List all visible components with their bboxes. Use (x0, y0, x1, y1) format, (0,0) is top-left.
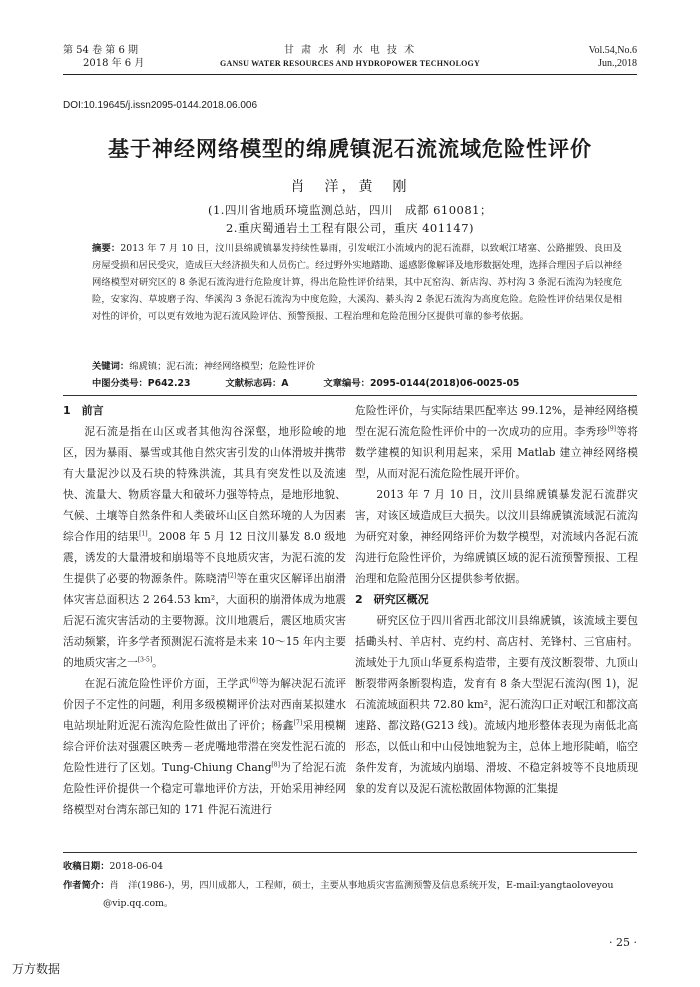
intro-paragraph-2 (63, 673, 346, 820)
intro-p1c-text: 等在重灾区解译出崩滑体灾害总面积达 2 264.53 km²，大面积的崩滑体成为地震后泥石流灾害活动的主要物源。汶川地震后，震区地质灾害活动频繁，许多学者预测泥石流将是未来 10～15 年内主要的地质灾害之一 (63, 572, 346, 669)
clc-value: P642.23 (147, 378, 191, 389)
clc-code (92, 378, 191, 389)
doc-code (225, 378, 288, 389)
header-date-en: Jun.,2018 (598, 58, 637, 69)
doc-label: 文献标志码： (225, 378, 282, 389)
keywords-text: 绵虒镇；泥石流；神经网络模型；危险性评价 (129, 361, 316, 372)
footnote-rule (63, 852, 637, 853)
header-journal-block (200, 44, 500, 70)
bio-text: 肖 洋(1986-)，男，四川成都人，工程师，硕士，主要从事地质灾害监测预警及信息系统开发，E-mail:yangtaoloveyou (109, 880, 614, 891)
page-title: 基于神经网络模型的绵虒镇泥石流流域危险性评价 (108, 137, 592, 161)
clc-label: 中图分类号： (92, 378, 148, 389)
section-heading-intro: 1 前言 (63, 404, 104, 417)
article-number (323, 378, 519, 389)
intro-p2b-text: 等为解决泥石流评价因子不定性的问题，利用多级模糊评价法对西南某拟建水电站坝址附近泥石流沟危险性做出了评价；杨鑫 (63, 677, 346, 732)
intro-p1d-text: 。 (152, 656, 163, 669)
watermark: 万方数据 (12, 962, 61, 976)
citation-ref[interactable]: [1] (139, 530, 148, 538)
abstract-text: 2013 年 7 月 10 日，汶川县绵虒镇暴发持续性暴雨，引发岷江小流域内的泥石流群，以致岷江堵塞、公路摧毁、良田及房屋受损和居民受灾，造成巨大经济损失和人员伤亡。经过野外实地踏勘、遥感影像解译及地形数据处理，选择合理因子后以神经网络模型对研究区的 8 条泥石流沟进行危险度计算，得出危险性评价结果，其中瓦窑沟、新店沟、苏村沟 3 条泥石流沟为轻度危险，安家沟、草坡磨子沟、华溪沟 3 条泥石流沟为中度危险，大溪沟、綦头沟 2 条泥石流沟为高度危险。危险性评价结果仅是相对性的评价，可以更有效地为泥石流风险评估、预警预报、工程治理和危险范围分区提供可靠的参考依据。 (92, 243, 622, 322)
left-column (63, 400, 346, 820)
doc-value: A (281, 378, 289, 389)
header-rule (63, 74, 637, 75)
affiliation-2: 2.重庆蜀通岩土工程有限公司，重庆 401147) (225, 221, 474, 235)
citation-ref[interactable]: [8] (271, 761, 280, 769)
right-p1b-text: 等将数学建模的知识利用起来，采用 Matlab 建立神经网络模型，从而对泥石流危险性展开评价。 (355, 425, 638, 480)
header-volume: 第 54 卷 第 6 期 (63, 45, 138, 56)
keywords (92, 359, 622, 375)
right-p1a-text: 危险性评价，与实际结果匹配率达 99.12%，是神经网络模型在泥石流危险性评价中的一次成功的应用。李秀珍 (355, 404, 638, 438)
affiliation-1: (1.四川省地质环境监测总站，四川 成都 610081； (207, 203, 492, 217)
intro-p2c-text: 采用模糊综合评价法对强震区映秀－老虎嘴地带潜在突发性泥石流的危险性进行了区划。Tung-Chiung Chang (63, 719, 346, 774)
page-number: · 25 · (609, 936, 637, 949)
footnote-bio-cont: @vip.qq.com。 (103, 898, 174, 909)
intro-paragraph-1 (63, 421, 346, 673)
intro-p2a-text: 在泥石流危险性评价方面，王学武 (84, 677, 250, 690)
header-journal-en: GANSU WATER RESOURCES AND HYDROPOWER TECHNOLOGY (220, 59, 480, 68)
section-heading-study-area: 2 研究区概况 (355, 593, 429, 606)
article-label: 文章编号： (323, 378, 370, 389)
citation-ref[interactable]: [2] (227, 572, 237, 580)
right-paragraph-3: 研究区位于四川省西北部汶川县绵虒镇，该流域主要包括磡头村、羊店村、克约村、高店村、羌锋村、三官庙村。流域处于九顶山华夏系构造带，主要有茂汶断裂带、九顶山断裂带两条断裂构造，发育有 8 条大型泥石流沟(图 1)，泥石流流域面积共 72.80 km²，泥石流沟口正对岷江和都汶高速路、都汶路(G213 线)。流域内地形整体表现为南低北高形态，以低山和中山侵蚀地貌为主，总体上地形陡峭，临空条件发育，为流域内崩塌、滑坡、不稳定斜坡等不良地质现象的发育以及泥石流松散固体物源的汇集提 (355, 614, 638, 795)
right-paragraph-2: 2013 年 7 月 10 日，汶川县绵虒镇暴发泥石流群灾害，对该区域造成巨大损失。以汶川县绵虒镇流域泥石流沟为研究对象，神经网络评价为数学模型，对流域内各泥石流沟进行危险性评价，为绵虒镇区域的泥石流预警预报、工程治理和危险范围分区提供参考依据。 (355, 488, 638, 585)
classification (92, 376, 622, 392)
authors: 肖 洋，黄 刚 (290, 179, 410, 195)
citation-ref[interactable]: [7] (293, 719, 303, 727)
footnote-bio (63, 877, 637, 894)
doi[interactable]: DOI:10.19645/j.issn2095-0144.2018.06.006 (63, 100, 258, 111)
citation-ref[interactable]: [3-5] (137, 656, 153, 664)
header-date-cn: 2018 年 6 月 (83, 58, 145, 69)
bio-label: 作者简介： (63, 880, 110, 891)
abstract-rule (63, 395, 637, 396)
abstract-label: 摘要： (92, 243, 121, 254)
citation-ref[interactable]: [9] (607, 425, 617, 433)
received-label: 收稿日期： (63, 861, 110, 872)
article-value: 2095-0144(2018)06-0025-05 (369, 378, 520, 389)
right-column (355, 400, 638, 799)
abstract (92, 240, 622, 325)
citation-ref[interactable]: [6] (249, 677, 258, 685)
header-volume-block (63, 44, 144, 70)
header-volume-en-block (589, 44, 637, 70)
header-journal-cn: 甘 肃 水 利 水 电 技 术 (283, 45, 417, 56)
intro-p2d-text: 为了给泥石流危险性评价提供一个稳定可靠地评价方法，开始采用神经网络模型对台湾东部已知的 171 件泥石流进行 (63, 761, 346, 816)
intro-p1-text: 泥石流是指在山区或者其他沟谷深壑，地形险峻的地区，因为暴雨、暴雪或其他自然灾害引发的山体滑坡并携带有大量泥沙以及石块的特殊洪流，其具有突发性以及流速快、流量大、物质容量大和破坏力强等特点，是地形地貌、气候、土壤等自然条件和人类破坏山区自然环境的人为因素综合作用的结果 (63, 425, 346, 543)
header-volume-en: Vol.54,No.6 (588, 45, 637, 56)
keywords-label: 关键词： (92, 361, 130, 372)
received-date: 2018-06-04 (109, 861, 164, 872)
intro-p1b-text: 。2008 年 5 月 12 日汶川暴发 8.0 级地震，诱发的大量滑坡和崩塌等不良地质灾害，为泥石流的发生提供了必要的物源条件。陈晓清 (63, 530, 346, 585)
right-paragraph-1 (355, 400, 638, 484)
footnote-received (63, 858, 637, 875)
